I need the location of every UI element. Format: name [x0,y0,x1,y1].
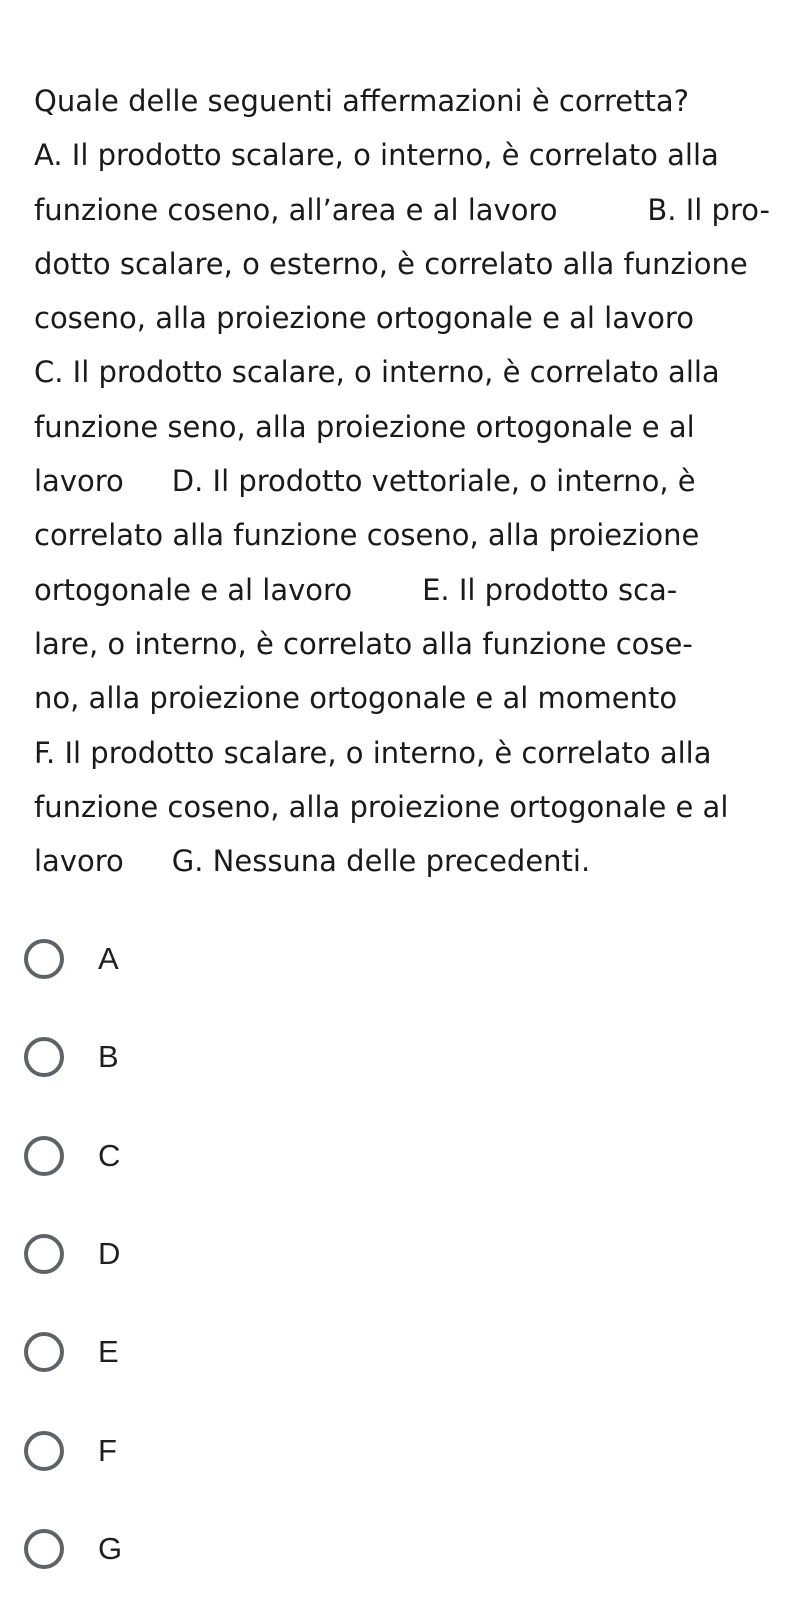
choice-b-text: coseno, alla proiezione ortogonale e al lavoro [34,301,694,336]
question-text [34,74,770,888]
choice-b-text: dotto scalare, o esterno, è correlato alla funzione [34,246,748,281]
option-f[interactable] [24,1401,764,1499]
question-line [34,508,770,562]
choice-c-text: C. Il prodotto scalare, o interno, è correlato alla [34,355,720,390]
question-line [34,671,770,725]
option-c[interactable] [24,1107,764,1205]
option-label: A [98,941,119,977]
option-d[interactable] [24,1205,764,1303]
option-label: G [98,1530,123,1566]
option-label: E [98,1334,119,1370]
choice-f-text: funzione coseno, alla proiezione ortogonale e al [34,789,729,824]
choice-c-text: funzione seno, alla proiezione ortogonale e al [34,409,695,444]
option-label: B [98,1039,119,1075]
question-line [34,345,770,399]
choice-e-text: no, alla proiezione ortogonale e al momento [34,681,678,716]
question-line [34,454,770,508]
choice-c-text: lavoro [34,464,124,499]
question-prompt: Quale delle seguenti affermazioni è corretta? [34,84,690,118]
option-label: F [98,1432,117,1468]
choice-b-text: B. Il pro- [647,192,770,227]
choice-a-text: funzione coseno, all’area e al lavoro [34,192,558,227]
radio-button-icon[interactable] [24,1431,64,1471]
question-line [34,726,770,780]
radio-button-icon[interactable] [24,1136,64,1176]
choice-g-text: G. Nessuna delle precedenti. [171,844,591,879]
option-a[interactable] [24,910,764,1008]
question-line [34,183,770,237]
question-line [34,128,770,182]
choice-a-text: A. Il prodotto scalare, o interno, è correlato alla [34,138,719,173]
question-line [34,563,770,617]
question-line [34,400,770,454]
question-line [34,834,770,888]
radio-button-icon[interactable] [24,1234,64,1274]
radio-button-icon[interactable] [24,1529,64,1569]
choice-f-text: lavoro [34,844,124,879]
question-line [34,780,770,834]
question-line [34,237,770,291]
choice-d-text: correlato alla funzione coseno, alla proiezione [34,518,700,553]
choice-f-text: F. Il prodotto scalare, o interno, è correlato alla [34,735,712,770]
option-label: D [98,1236,121,1272]
option-g[interactable] [24,1500,764,1598]
question-line [34,74,770,128]
radio-button-icon[interactable] [24,939,64,979]
choice-d-text: ortogonale e al lavoro [34,572,353,607]
question-line [34,617,770,671]
answer-options [24,910,764,1598]
choice-e-text: E. Il prodotto sca- [422,572,678,607]
question-line [34,291,770,345]
radio-button-icon[interactable] [24,1332,64,1372]
option-b[interactable] [24,1008,764,1106]
radio-button-icon[interactable] [24,1037,64,1077]
option-e[interactable] [24,1303,764,1401]
option-label: C [98,1137,121,1173]
choice-d-text: D. Il prodotto vettoriale, o interno, è [171,464,696,499]
choice-e-text: lare, o interno, è correlato alla funzione cose- [34,626,693,661]
